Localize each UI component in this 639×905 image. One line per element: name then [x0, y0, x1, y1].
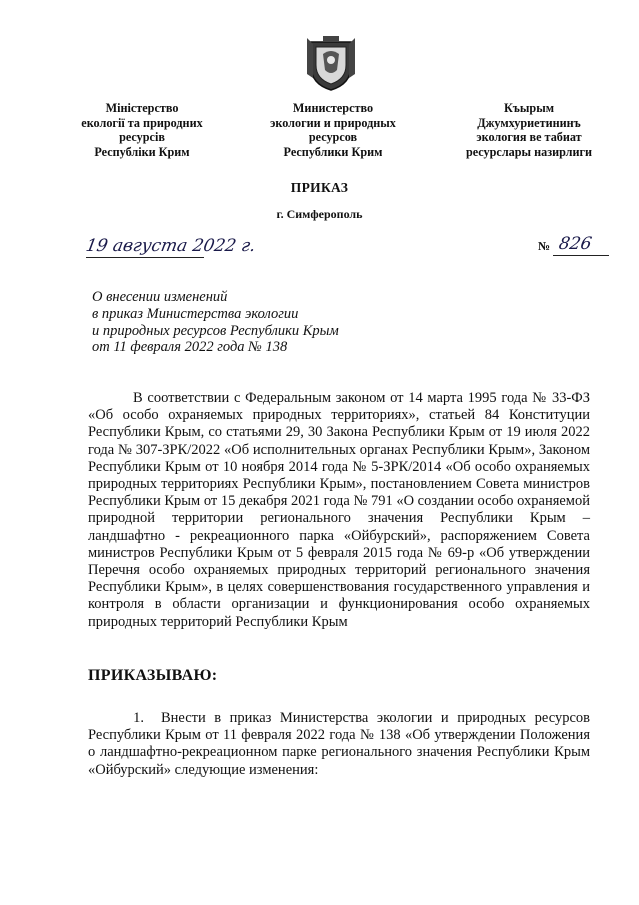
- order-city: г. Симферополь: [276, 207, 363, 221]
- subject-line-2: в приказ Министерства экологии: [92, 305, 299, 322]
- order-directive-heading: ПРИКАЗЫВАЮ:: [88, 667, 218, 684]
- order-item-text: Внести в приказ Министерства экологии и природных ресурсов Республики Крым от 11 февраля 2022 года № 138 «Об утверждении Положения о ландшафтно-рекреационном парке регионального значения Республики Крым «Ойбурский» следующие изменения:: [88, 710, 590, 778]
- order-number-handwritten: 826: [557, 234, 594, 254]
- ministry-ct-line-2: Джумхуриетининъ: [477, 115, 581, 130]
- subject-line-3: и природных ресурсов Республики Крым: [92, 322, 339, 339]
- ministry-ct-line-4: ресурслары назирлиги: [465, 144, 593, 159]
- preamble-paragraph: В соответствии с Федеральным законом от 14 марта 1995 года № 33-ФЗ «Об особо охраняемых природных территориях», статьей 84 Конституции Республики Крым, со статьями 29, 30 Закона Республики Крым от 19 июля 2022 года № 307-ЗРК/2022 «Об исполнительных органах Республики Крым», Законом Республики Крым от 10 ноября 2014 года № 5-ЗРК/2014 «Об особо охраняемых природных территориях Республики Крым», постановлением Совета министров Республики Крым от 15 декабря 2021 года № 791 «О создании особо охраняемой природной территории регионального значения Республики Крым – ландшафтно - рекреационного парка «Ойбурский», распоряжением Совета министров Республики Крым от 5 февраля 2015 года № 69-р «Об утверждении Перечня особо охраняемых природных территорий регионального значения Республики Крым», в целях совершенствования государственного управления и контроля в области организации и функционирования особо охраняемых природных территорий Республики Крым: [88, 390, 590, 630]
- coat-of-arms-icon: [305, 34, 357, 92]
- order-subject: [92, 289, 492, 356]
- ministry-ru-line-3: ресурсов: [308, 130, 358, 145]
- ministry-ua-line-1: Міністерство: [105, 101, 179, 115]
- order-date-handwritten: 19 августа 2022 г.: [84, 236, 258, 256]
- ministry-ua-line-2: екології та природних: [81, 115, 203, 130]
- ministry-name-russian: [238, 101, 428, 159]
- ministry-ru-line-4: Республики Крим: [283, 144, 383, 159]
- ministry-name-crimean-tatar: [434, 101, 624, 159]
- order-title: ПРИКАЗ: [290, 180, 349, 195]
- order-number-label: №: [538, 239, 551, 253]
- ministry-name-ukrainian: [47, 101, 237, 159]
- ministry-ct-line-1: Къырым: [503, 101, 555, 115]
- ministry-ru-line-2: экологии и природных: [270, 115, 396, 130]
- order-item: [88, 710, 590, 779]
- order-date-field: [84, 233, 258, 258]
- ministry-ct-line-3: экология ве табиат: [476, 130, 582, 145]
- ministry-ua-line-3: ресурсів: [119, 130, 165, 145]
- subject-line-4: от 11 февраля 2022 года № 138: [92, 339, 288, 356]
- order-item-number: 1.: [133, 710, 144, 726]
- subject-line-1: О внесении изменений: [92, 289, 228, 305]
- ministry-ua-line-4: Республіки Крим: [94, 144, 190, 159]
- ministry-ru-line-1: Министерство: [292, 101, 374, 115]
- order-number-field: [553, 233, 609, 256]
